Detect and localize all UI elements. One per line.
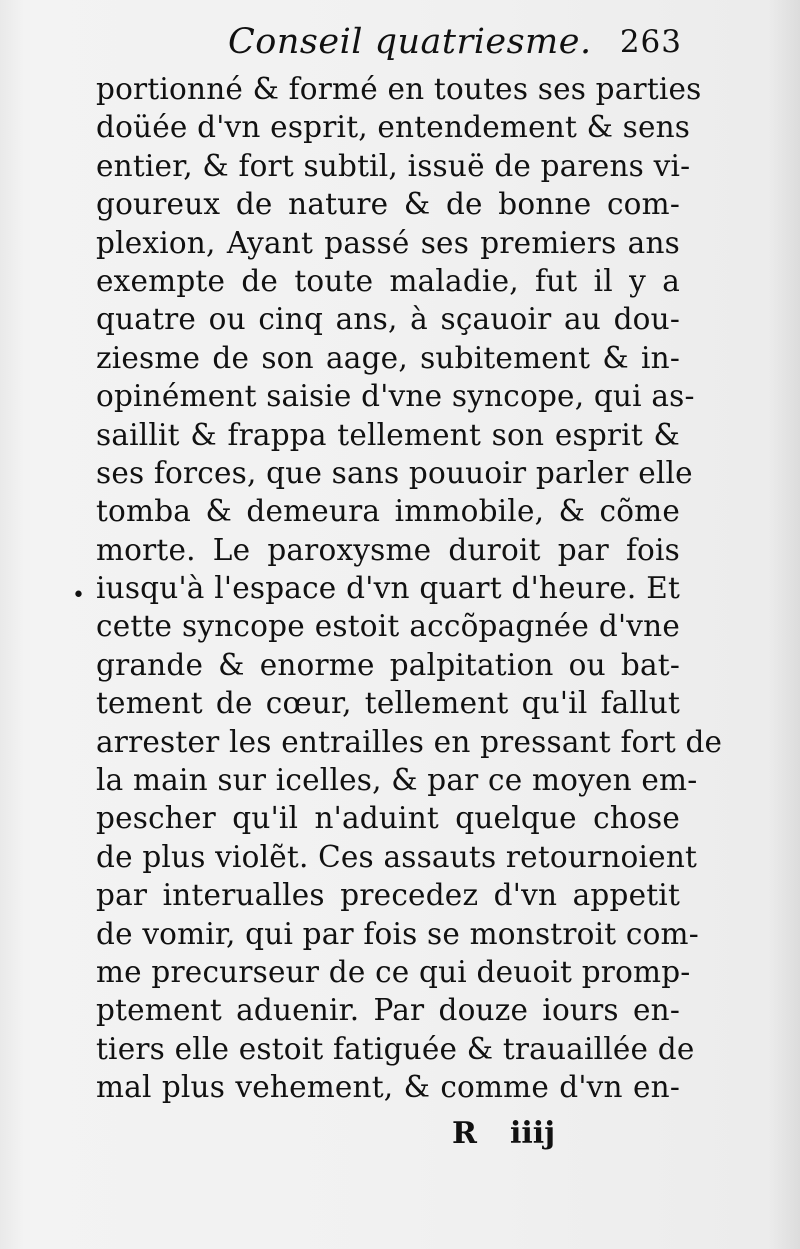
running-title: Conseil quatriesme. — [228, 22, 592, 62]
text-line: par interualles precedez d'vn appetit — [96, 878, 680, 913]
margin-mark: • — [72, 583, 85, 608]
text-line: de vomir, qui par fois se monstroit com- — [96, 916, 699, 951]
text-line: opinément saisie d'vne syncope, qui as- — [96, 379, 695, 414]
text-line: tiers elle estoit fatiguée & trauaillée de — [96, 1031, 695, 1066]
text-line: plexion, Ayant passé ses premiers ans — [96, 225, 680, 260]
text-line: goureux de nature & de bonne com- — [96, 187, 680, 222]
text-line: cette syncope estoit accõpagnée d'vne — [96, 609, 680, 644]
text-line: mal plus vehement, & comme d'vn en- — [96, 1070, 680, 1105]
text-line: grande & enorme palpitation ou bat- — [96, 647, 680, 682]
text-line: portionné & formé en toutes ses parties — [96, 72, 702, 106]
text-line: tomba & demeura immobile, & cõme — [96, 494, 680, 529]
text-line: doüée d'vn esprit, entendement & sens — [96, 110, 691, 145]
text-line: de plus violẽt. Ces assauts retournoient — [96, 839, 698, 874]
text-line: entier, & fort subtil, issuë de parens vi- — [96, 148, 691, 183]
page-number: 263 — [619, 24, 682, 60]
text-line: pescher qu'il n'aduint quelque chose — [96, 801, 680, 836]
text-line: tement de cœur, tellement qu'il fallut — [96, 686, 680, 721]
text-line: iusqu'à l'espace d'vn quart d'heure. Et — [96, 571, 680, 606]
text-line: saillit & frappa tellement son esprit & — [96, 417, 680, 452]
signature-mark: R — [452, 1116, 477, 1151]
text-line: morte. Le paroxysme duroit par fois — [96, 532, 680, 567]
folio-mark: iiij — [510, 1116, 556, 1151]
text-line: ptement aduenir. Par douze iours en- — [96, 993, 680, 1028]
page-footer — [452, 1116, 572, 1156]
text-line: la main sur icelles, & par ce moyen em- — [96, 763, 698, 798]
text-line: me precurseur de ce qui deuoit promp- — [96, 954, 691, 989]
body-text — [96, 70, 723, 1107]
text-line: arrester les entrailles en pressant fort de — [96, 724, 723, 759]
text-line: quatre ou cinq ans, à sçauoir au dou- — [96, 302, 680, 337]
text-line: ses forces, que sans pouuoir parler elle — [96, 455, 693, 490]
page-header — [96, 22, 682, 72]
text-line: exempte de toute maladie, fut il y a — [96, 263, 680, 298]
text-line: ziesme de son aage, subitement & in- — [96, 340, 680, 375]
